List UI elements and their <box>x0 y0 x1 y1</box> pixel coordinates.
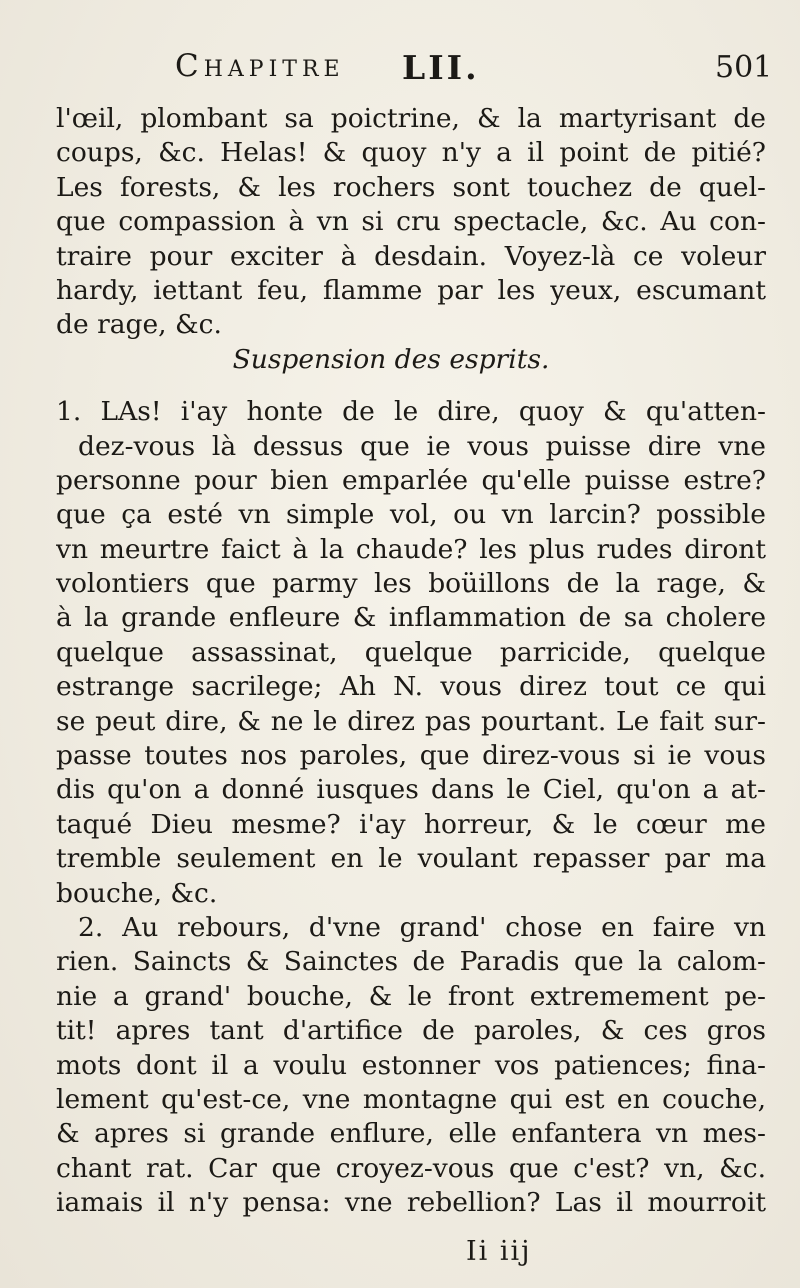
text-line: passe toutes nos paroles, que direz-vous si ie vous <box>56 740 766 772</box>
text-line: lement qu'est-ce, vne montagne qui est en couche, <box>56 1083 766 1115</box>
text-line: tremble seulement en le voulant repasser par ma <box>56 843 766 875</box>
body-text <box>56 102 766 1221</box>
text-line: de rage, &c. <box>56 309 222 341</box>
chapter-number: LII. <box>402 48 480 87</box>
text-line: bouche, &c. <box>56 877 218 909</box>
text-line: quelque assassinat, quelque parricide, quelque <box>56 636 766 668</box>
running-title: Chapitre <box>175 48 345 84</box>
text-line: à la grande enfleure & inflammation de sa cholere <box>56 602 766 634</box>
text-line: 2. Au rebours, d'vne grand' chose en faire vn <box>78 911 766 943</box>
section-heading: Suspension des esprits. <box>232 343 550 375</box>
text-line: traire pour exciter à desdain. Voyez-là ce voleur <box>56 240 766 272</box>
text-line: nie a grand' bouche, & le front extremement pe- <box>56 980 766 1012</box>
text-line: & apres si grande enflure, elle enfantera vn mes- <box>56 1118 766 1150</box>
text-line: vn meurtre faict à la chaude? les plus rudes diront <box>56 533 766 565</box>
text-line: que compassion à vn si cru spectacle, &c. Au con- <box>56 206 766 238</box>
text-line: chant rat. Car que croyez-vous que c'est? vn, &c. <box>56 1152 766 1184</box>
text-line: coups, &c. Helas! & quoy n'y a il point de pitié? <box>56 137 766 169</box>
text-line: Les forests, & les rochers sont touchez de quel- <box>56 171 766 203</box>
text-line: que ça esté vn simple vol, ou vn larcin? possible <box>56 499 766 531</box>
page-number: 501 <box>715 50 773 85</box>
text-line: volontiers que parmy les boüillons de la rage, & <box>56 568 766 600</box>
text-line: taqué Dieu mesme? i'ay horreur, & le cœur me <box>56 808 766 840</box>
text-line: rien. Saincts & Sainctes de Paradis que la calom- <box>56 946 766 978</box>
text-line: 1. LAs! i'ay honte de le dire, quoy & qu'atten- <box>56 396 766 428</box>
text-line: estrange sacrilege; Ah N. vous direz tout ce qui <box>56 671 766 703</box>
text-line: dis qu'on a donné iusques dans le Ciel, qu'on a at- <box>56 774 766 806</box>
text-line: tit! apres tant d'artifice de paroles, & ces gros <box>56 1015 766 1047</box>
text-line: se peut dire, & ne le direz pas pourtant. Le fait sur- <box>56 705 766 737</box>
text-line: dez-vous là dessus que ie vous puisse dire vne <box>78 430 766 462</box>
running-head <box>0 48 800 98</box>
signature-mark: Ii iij <box>466 1236 532 1267</box>
text-line: personne pour bien emparlée qu'elle puisse estre? <box>56 464 766 496</box>
text-line: mots dont il a voulu estonner vos patiences; fina- <box>56 1049 766 1081</box>
text-line: iamais il n'y pensa: vne rebellion? Las il mourroit <box>56 1187 766 1219</box>
text-line: hardy, iettant feu, flamme par les yeux, escumant <box>56 274 766 306</box>
text-line: l'œil, plombant sa poictrine, & la martyrisant de <box>56 103 766 134</box>
